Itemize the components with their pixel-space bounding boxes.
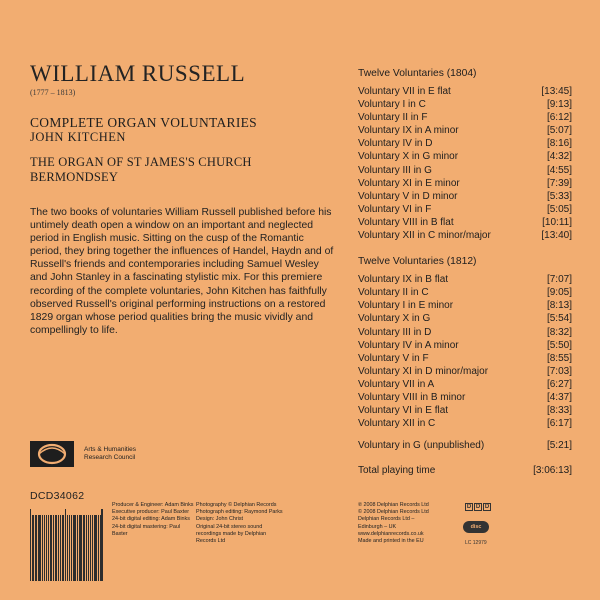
credit-line: Made and printed in the EU [358,538,424,545]
track-time: [6:12] [546,112,572,124]
barcode-bar [60,515,61,581]
set-1-tracks [358,85,572,242]
track-time: [7:03] [546,365,572,377]
composer-name: WILLIAM RUSSELL [30,61,246,86]
track-title: Voluntary X in G [358,313,431,325]
disc-logo-icon: disc [463,521,489,533]
barcode-bar [44,515,46,581]
track-time: [8:16] [546,138,572,150]
ddd-badge [465,503,491,511]
track-title: Voluntary VII in A [358,378,435,390]
barcode-bar [67,515,69,581]
barcode-bar [71,515,72,581]
track-time: [5:50] [546,339,572,351]
track-time: [8:33] [546,405,572,417]
credit-line: 24-bit digital editing: Adam Binks [112,516,190,523]
track-title: Voluntary I in E minor [358,300,454,312]
barcode-bar [30,509,31,581]
barcode-bar [83,515,85,581]
credit-line: Photograph editing: Raymond Parks [196,509,283,516]
barcode-bar [100,515,101,581]
track-row [358,326,572,339]
barcode-bar [69,515,70,581]
credit-line: Design: John Christ [196,516,244,523]
barcode-bar [88,515,89,581]
track-row [358,273,572,286]
extra-track [358,439,572,452]
barcode-bar [48,515,49,581]
track-row [358,229,572,242]
track-title: Voluntary III in G [358,164,432,176]
track-time: [4:55] [546,164,572,176]
credit-line: Delphian Records Ltd – [358,516,415,523]
tracklist [358,67,572,477]
barcode-bar [32,515,34,581]
barcode-bar [92,515,93,581]
track-title: Voluntary in G (unpublished) [358,440,485,452]
track-time: [13:40] [541,230,572,242]
ddd-letter: D [484,504,490,510]
barcode-bar [77,515,78,581]
track-time: [5:07] [546,125,572,137]
credit-line: recordings made by Delphian [196,530,267,537]
performer-name: JOHN KITCHEN [30,130,126,144]
track-title: Voluntary V in F [358,352,429,364]
track-title: Voluntary XI in E minor [358,177,460,189]
catalogue-number: DCD34062 [30,490,85,502]
credit-line: © 2008 Delphian Records Ltd [358,509,429,516]
track-row [358,365,572,378]
credit-line: ℗ 2008 Delphian Records Ltd [358,502,429,508]
track-time: [4:32] [546,151,572,163]
track-title: Voluntary I in C [358,99,426,111]
track-time: [13:45] [541,86,572,97]
barcode-bar [79,515,80,581]
set-2-tracks [358,273,572,430]
track-row [358,177,572,190]
track-title: Voluntary VI in E flat [358,405,449,417]
ddd-letter: D [466,504,472,510]
credit-line: Edinburgh – UK [358,523,397,530]
barcode-bar [86,515,87,581]
track-time: [5:33] [546,190,572,202]
track-title: Voluntary XII in C [358,418,436,430]
ahrc-label [84,446,136,462]
track-row [358,391,572,404]
track-row [358,378,572,391]
barcode-bar [38,515,41,581]
barcode-bar [35,515,36,581]
track-title: Voluntary XI in D minor/major [358,365,489,377]
credit-line: Photography © Delphian Records [196,502,277,508]
track-row [358,339,572,352]
barcode-bar [55,515,58,581]
organ-line-2: BERMONDSEY [30,170,119,184]
track-row [358,352,572,365]
barcode-bar [90,515,92,581]
barcode-bar [94,515,97,581]
set-1-title: Twelve Voluntaries (1804) [358,68,477,79]
total-playing-time [358,464,572,477]
track-title: Voluntary VII in E flat [358,86,451,97]
barcode-bar [101,509,103,581]
track-time: [9:13] [546,99,572,111]
track-row [358,417,572,430]
track-row [358,150,572,163]
track-row [358,98,572,111]
track-time: [10:11] [542,216,572,228]
barcode-bar [50,515,52,581]
track-time: [9:05] [546,287,572,299]
description-text: The two books of voluntaries William Russell published before his untimely death open a window on an important and neglected period in English music. Sitting on the cusp of the Romantic period, they bring together the influences of Handel, Haydn and of Russell's friends and contemporaries including Samuel Wesley and John Stanley in a fascinating stylistic mix. For this premiere recording of the complete voluntaries, John Kitchen has faithfully observed Russell's original performing instructions on a restored 1829 organ whose period qualities bring the music vividly and compellingly to life. [30,207,334,336]
track-row [358,137,572,150]
organ-line-1: THE ORGAN OF ST JAMES'S CHURCH [30,155,252,169]
total-time: [3:06:13] [533,465,572,477]
album-title: COMPLETE ORGAN VOLUNTARIES [30,115,257,130]
credits-column-3 [358,502,460,545]
track-row [358,286,572,299]
organ-line [30,155,330,185]
track-time: [6:17] [546,418,572,430]
barcode [30,509,103,581]
composer-dates: (1777 – 1813) [30,88,76,97]
barcode-bar [46,515,47,581]
credit-line: 24-bit digital mastering: Paul Baxter [112,523,181,537]
track-title: Voluntary III in D [358,326,432,338]
track-time: [8:55] [546,352,572,364]
total-label: Total playing time [358,465,436,477]
track-time: [8:32] [546,326,572,338]
track-time: [5:54] [546,313,572,325]
barcode-bar [65,509,66,581]
track-row [358,111,572,124]
track-time: [6:27] [546,378,572,390]
barcode-bar [36,515,37,581]
ddd-letter: D [475,504,481,510]
track-row [358,85,572,98]
track-row [358,164,572,177]
ahrc-block [30,441,136,467]
track-time: [7:07] [546,274,572,286]
barcode-bar [53,515,54,581]
track-time: [5:21] [546,440,572,452]
track-time: [4:37] [546,391,572,403]
credit-line: www.delphianrecords.co.uk [358,530,424,537]
credits-column-2 [196,502,291,545]
track-title: Voluntary IV in A minor [358,339,459,351]
credit-line: Records Ltd [196,538,226,545]
track-row [358,404,572,417]
barcode-bar [73,515,76,581]
credit-line: Executive producer: Paul Baxter [112,509,190,516]
label-code: LC 12979 [465,540,487,546]
barcode-bar [42,515,43,581]
barcode-bar [80,515,82,581]
track-row [358,124,572,137]
track-row [358,203,572,216]
header-block [30,62,330,185]
barcode-bar [58,515,59,581]
track-title: Voluntary VIII in B minor [358,391,466,403]
track-time: [7:39] [546,177,572,189]
barcode-bar [62,515,64,581]
credit-line: Producer & Engineer: Adam Binks [112,502,194,508]
ahrc-logo-icon [30,441,74,467]
track-time: [5:05] [546,203,572,215]
track-row [358,190,572,203]
track-title: Voluntary V in D minor [358,190,458,202]
track-title: Voluntary IV in D [358,138,433,150]
track-title: Voluntary II in F [358,112,428,124]
track-time: [8:13] [546,300,572,312]
barcode-bar [98,515,99,581]
set-2-title: Twelve Voluntaries (1812) [358,256,477,268]
track-title: Voluntary IX in A minor [358,125,459,137]
ahrc-line-2: Research Council [84,454,136,461]
track-title: Voluntary II in C [358,287,429,299]
credit-line: Original 24-bit stereo sound [196,523,263,530]
track-row [358,312,572,325]
track-row [358,216,572,229]
track-title: Voluntary VI in F [358,203,432,215]
ahrc-line-1: Arts & Humanities [84,446,137,453]
track-title: Voluntary X in G minor [358,151,459,163]
track-title: Voluntary VIII in B flat [358,216,454,228]
track-title: Voluntary XII in C minor/major [358,230,491,242]
credits-column-1 [112,502,194,538]
track-row [358,299,572,312]
track-title: Voluntary IX in B flat [358,274,449,286]
